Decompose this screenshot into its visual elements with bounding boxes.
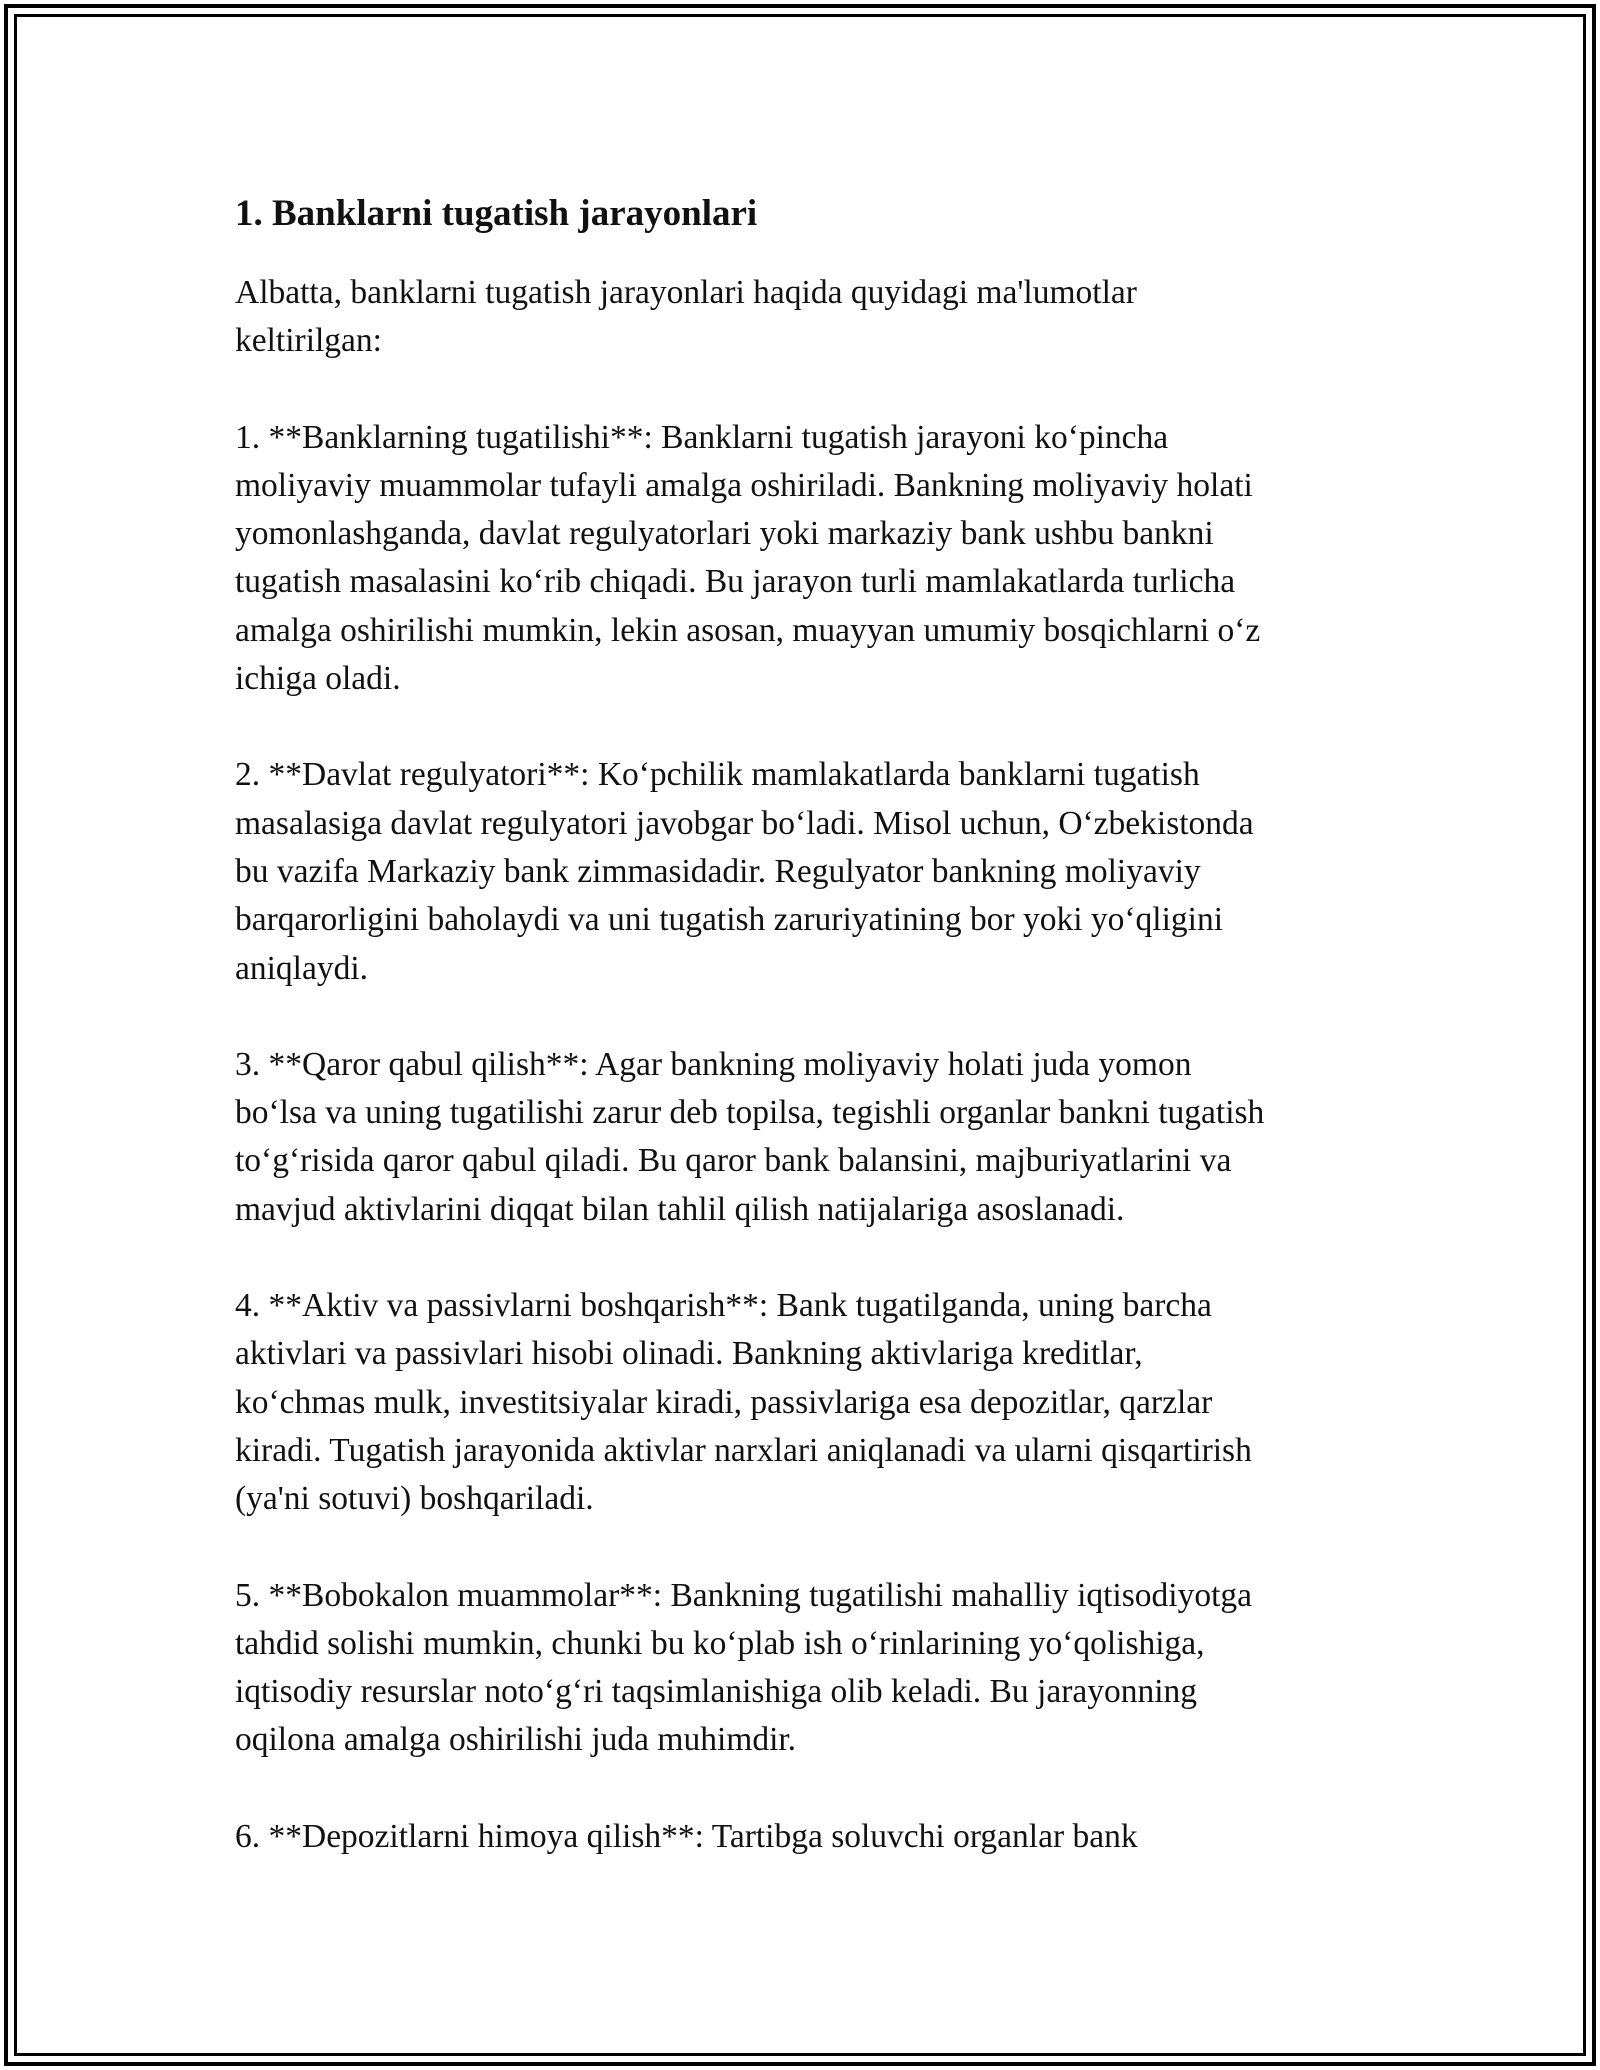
document-heading: 1. Banklarni tugatish jarayonlari: [235, 193, 758, 234]
list-item: 6. **Depozitlarni himoya qilish**: Tartibga soluvchi organlar bank: [235, 1817, 1138, 1855]
list-item: 4. **Aktiv va passivlarni boshqarish**: Bank tugatilganda, uning barcha aktivlari va passivlari hisobi olinadi. Bankning aktivlariga kreditlar, ko‘chmas mulk, investitsiyalar kiradi, passivlariga esa depozitlar, qarzlar kiradi. Tugatish jarayonida aktivlar narxlari aniqlanadi va ularni qisqartirish (ya'ni sotuvi) boshqariladi.: [235, 1287, 1252, 1518]
intro-paragraph: Albatta, banklarni tugatish jarayonlari haqida quyidagi ma'lumotlar keltirilgan:: [235, 274, 1137, 360]
list-item: 3. **Qaror qabul qilish**: Agar bankning moliyaviy holati juda yomon bo‘lsa va uning tugatilishi zarur deb topilsa, tegishli organlar bankni tugatish to‘g‘risida qaror qabul qiladi. Bu qaror bank balansini, majburiyatlarini va mavjud aktivlarini diqqat bilan tahlil qilish natijalariga asoslanadi.: [235, 1045, 1265, 1228]
list-item: 2. **Davlat regulyatori**: Ko‘pchilik mamlakatlarda banklarni tugatish masalasiga davlat regulyatori javobgar bo‘ladi. Misol uchun, O‘zbekistonda bu vazifa Markaziy bank zimmasidadir. Regulyator bankning moliyaviy barqarorligini baholaydi va uni tugatish zaruriyatining bor yoki yo‘qligini aniqlaydi.: [235, 756, 1254, 987]
document-body: [235, 186, 1370, 1861]
list-item: 1. **Banklarning tugatilishi**: Banklarni tugatish jarayoni ko‘pincha moliyaviy muammolar tufayli amalga oshiriladi. Bankning moliyaviy holati yomonlashganda, davlat regulyatorlari yoki markaziy bank ushbu bankni tugatish masalasini ko‘rib chiqadi. Bu jarayon turli mamlakatlarda turlicha amalga oshirilishi mumkin, lekin asosan, muayyan umumiy bosqichlarni o‘z ichiga oladi.: [235, 418, 1261, 698]
list-item: 5. **Bobokalon muammolar**: Bankning tugatilishi mahalliy iqtisodiyotga tahdid solishi mumkin, chunki bu ko‘plab ish o‘rinlarining yo‘qolishiga, iqtisodiy resurslar noto‘g‘ri taqsimlanishiga olib keladi. Bu jarayonning oqilona amalga oshirilishi juda muhimdir.: [235, 1576, 1253, 1759]
